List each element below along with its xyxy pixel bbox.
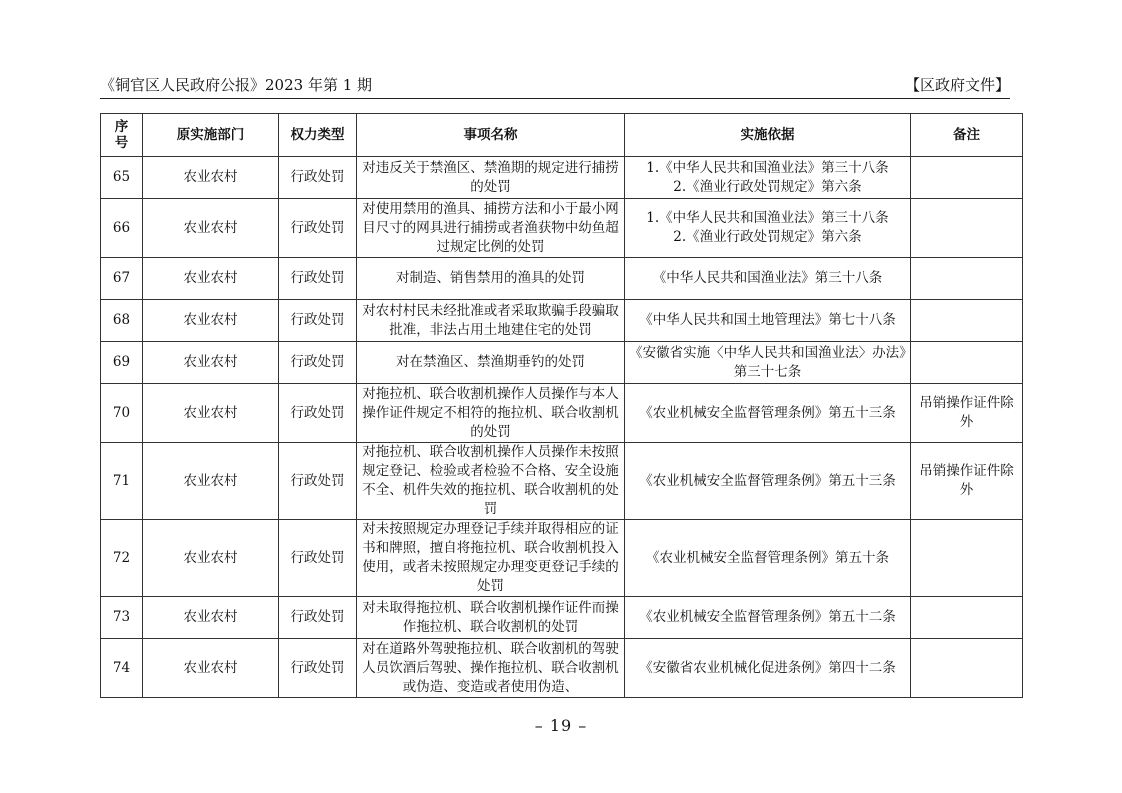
table-row	[101, 199, 1023, 258]
table-row	[101, 342, 1023, 384]
row-dept: 农业农村	[143, 199, 279, 258]
table-row	[101, 520, 1023, 597]
row-remark	[911, 639, 1023, 698]
table-row	[101, 300, 1023, 342]
basis-line: 《安徽省农业机械化促进条例》第四十二条	[639, 659, 896, 676]
row-type: 行政处罚	[279, 157, 357, 199]
row-number: 73	[101, 597, 143, 639]
row-dept: 农业农村	[143, 520, 279, 597]
table-body	[101, 157, 1023, 698]
row-dept: 农业农村	[143, 597, 279, 639]
row-remark	[911, 520, 1023, 597]
row-number: 69	[101, 342, 143, 384]
row-remark	[911, 300, 1023, 342]
basis-line: 1.《中华人民共和国渔业法》第三十八条	[646, 210, 889, 226]
row-dept: 农业农村	[143, 300, 279, 342]
basis-line: 《中华人民共和国渔业法》第三十八条	[652, 270, 883, 286]
table-row	[101, 639, 1023, 698]
row-dept: 农业农村	[143, 342, 279, 384]
table-row	[101, 597, 1023, 639]
row-dept: 农业农村	[143, 157, 279, 199]
row-item: 对未按照规定办理登记手续并取得相应的证书和牌照，擅自将拖拉机、联合收割机投入使用，或者未按照规定办理变更登记手续的处罚	[357, 520, 625, 597]
row-type: 行政处罚	[279, 384, 357, 443]
row-type: 行政处罚	[279, 639, 357, 698]
basis-line: 2.《渔业行政处罚规定》第六条	[673, 229, 862, 245]
basis-line: 《农业机械安全监督管理条例》第五十条	[646, 549, 889, 566]
row-remark	[911, 597, 1023, 639]
row-number: 66	[101, 199, 143, 258]
table-row	[101, 258, 1023, 300]
basis-line: 《安徽省实施〈中华人民共和国渔业法〉办法》第三十七条	[629, 344, 906, 380]
row-item: 对拖拉机、联合收割机操作人员操作未按照规定登记、检验或者检验不合格、安全设施不全、机件失效的拖拉机、联合收割机的处罚	[357, 443, 625, 520]
row-type: 行政处罚	[279, 199, 357, 258]
row-item: 对在禁渔区、禁渔期垂钓的处罚	[357, 342, 625, 384]
row-remark	[911, 258, 1023, 300]
column-header-item: 事项名称	[357, 114, 625, 157]
page-number: – 19 –	[534, 716, 588, 735]
row-remark: 吊销操作证件除外	[911, 443, 1023, 520]
section-label: 【区政府文件】	[904, 76, 1010, 94]
basis-line: 《农业机械安全监督管理条例》第五十三条	[639, 472, 896, 489]
row-basis	[625, 443, 911, 520]
power-items-table	[100, 113, 1023, 698]
basis-line: 2.《渔业行政处罚规定》第六条	[673, 178, 862, 195]
basis-line: 《农业机械安全监督管理条例》第五十二条	[639, 609, 896, 625]
row-number: 65	[101, 157, 143, 199]
basis-line: 《中华人民共和国土地管理法》第七十八条	[639, 312, 896, 328]
column-header-dept: 原实施部门	[143, 114, 279, 157]
row-type: 行政处罚	[279, 342, 357, 384]
column-header-no: 序号	[101, 114, 143, 157]
row-number: 74	[101, 639, 143, 698]
row-basis	[625, 300, 911, 342]
row-number: 72	[101, 520, 143, 597]
table-row	[101, 157, 1023, 199]
row-remark	[911, 342, 1023, 384]
row-basis	[625, 258, 911, 300]
publication-title: 《铜官区人民政府公报》2023 年第 1 期	[100, 76, 373, 94]
row-item: 对拖拉机、联合收割机操作人员操作与本人操作证件规定不相符的拖拉机、联合收割机的处罚	[357, 384, 625, 443]
row-remark: 吊销操作证件除外	[911, 384, 1023, 443]
row-remark	[911, 199, 1023, 258]
row-item: 对在道路外驾驶拖拉机、联合收割机的驾驶人员饮酒后驾驶、操作拖拉机、联合收割机或伪造、变造或者使用伪造、	[357, 639, 625, 698]
row-basis	[625, 597, 911, 639]
basis-line: 1.《中华人民共和国渔业法》第三十八条	[646, 159, 889, 176]
row-dept: 农业农村	[143, 384, 279, 443]
row-item: 对使用禁用的渔具、捕捞方法和小于最小网目尺寸的网具进行捕捞或者渔获物中幼鱼超过规定比例的处罚	[357, 199, 625, 258]
column-header-remark: 备注	[911, 114, 1023, 157]
row-remark	[911, 157, 1023, 199]
row-dept: 农业农村	[143, 443, 279, 520]
row-number: 70	[101, 384, 143, 443]
row-item: 对违反关于禁渔区、禁渔期的规定进行捕捞的处罚	[357, 157, 625, 199]
row-type: 行政处罚	[279, 597, 357, 639]
column-header-basis: 实施依据	[625, 114, 911, 157]
page-header	[100, 76, 1010, 99]
row-basis	[625, 384, 911, 443]
row-number: 67	[101, 258, 143, 300]
basis-line: 《农业机械安全监督管理条例》第五十三条	[639, 404, 896, 421]
row-basis	[625, 157, 911, 199]
row-number: 71	[101, 443, 143, 520]
column-header-type: 权力类型	[279, 114, 357, 157]
row-dept: 农业农村	[143, 639, 279, 698]
row-type: 行政处罚	[279, 520, 357, 597]
row-type: 行政处罚	[279, 443, 357, 520]
row-number: 68	[101, 300, 143, 342]
row-item: 对制造、销售禁用的渔具的处罚	[357, 258, 625, 300]
table-row	[101, 384, 1023, 443]
row-basis	[625, 520, 911, 597]
row-basis	[625, 342, 911, 384]
row-basis	[625, 639, 911, 698]
table-row	[101, 443, 1023, 520]
row-dept: 农业农村	[143, 258, 279, 300]
row-basis	[625, 199, 911, 258]
table-header-row	[101, 114, 1023, 157]
row-type: 行政处罚	[279, 300, 357, 342]
row-type: 行政处罚	[279, 258, 357, 300]
row-item: 对未取得拖拉机、联合收割机操作证件而操作拖拉机、联合收割机的处罚	[357, 597, 625, 639]
row-item: 对农村村民未经批准或者采取欺骗手段骗取批准，非法占用土地建住宅的处罚	[357, 300, 625, 342]
